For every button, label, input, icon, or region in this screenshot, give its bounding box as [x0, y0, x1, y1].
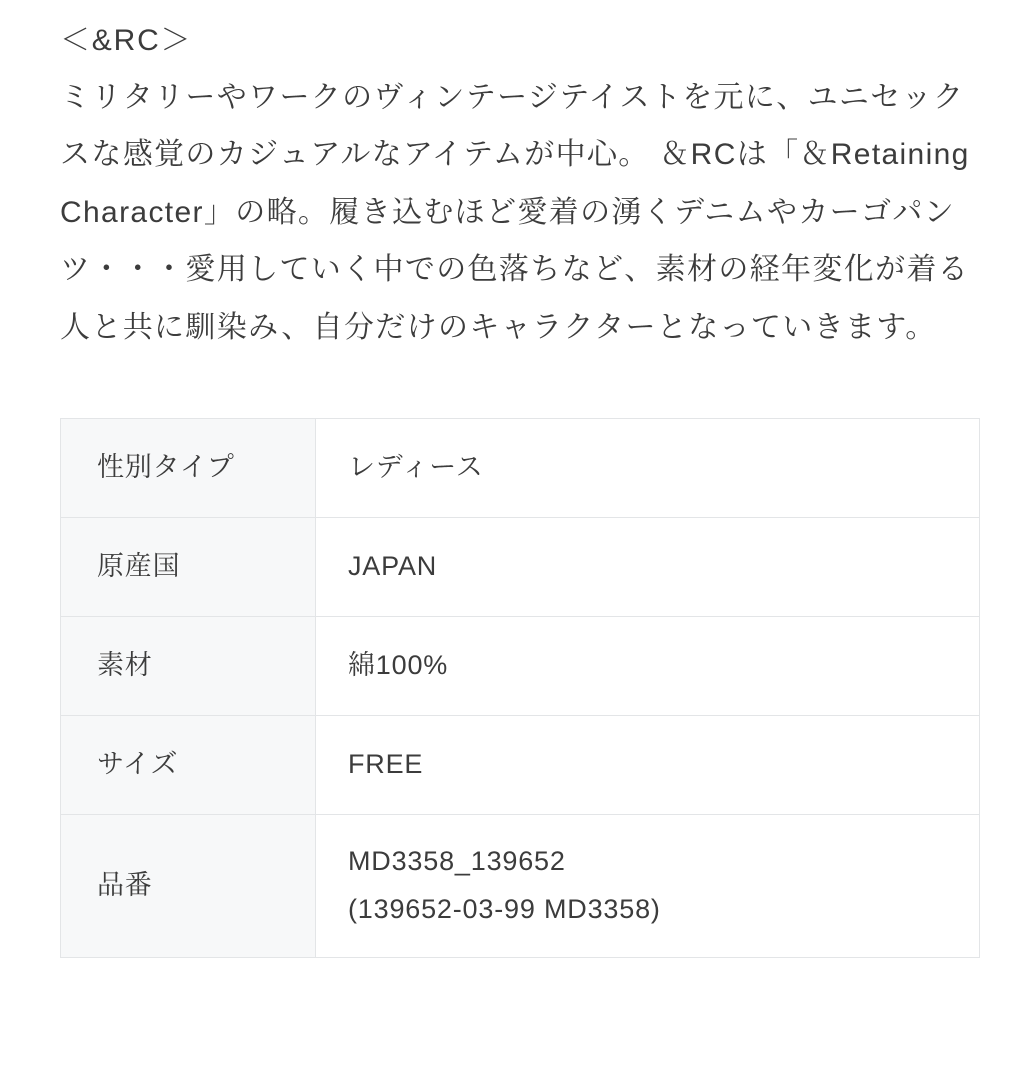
spec-table-section [60, 418, 980, 957]
product-number-primary: MD3358_139652 [348, 845, 566, 876]
brand-description-text: ミリタリーやワークのヴィンテージテイストを元に、ユニセックスな感覚のカジュアルなアイテムが中心。 ＆RCは「＆Retaining Character」の略。履き込むほど愛着の湧くデニムやカーゴパンツ・・・愛用していく中での色落ちなど、素材の経年変化が着る人と共に馴染み、自分だけのキャラクターとなっていきます。 [60, 80, 970, 344]
spec-label-product-number: 品番 [61, 814, 316, 957]
spec-value-size: FREE [316, 716, 980, 815]
product-number-secondary: (139652-03-99 MD3358) [348, 893, 661, 924]
spec-label-size: サイズ [61, 716, 316, 815]
spec-value-country-of-origin: JAPAN [316, 518, 980, 617]
table-row [61, 518, 980, 617]
brand-description [60, 18, 980, 356]
table-row [61, 814, 980, 957]
product-spec-table [60, 418, 980, 957]
spec-value-product-number [316, 814, 980, 957]
spec-value-gender-type: レディース [316, 419, 980, 518]
spec-value-material: 綿100% [316, 617, 980, 716]
spec-label-country-of-origin: 原産国 [61, 518, 316, 617]
spec-label-gender-type: 性別タイプ [61, 419, 316, 518]
brand-name-heading: ＜&RC＞ [60, 24, 193, 57]
table-row [61, 419, 980, 518]
spec-label-material: 素材 [61, 617, 316, 716]
table-row [61, 716, 980, 815]
table-row [61, 617, 980, 716]
